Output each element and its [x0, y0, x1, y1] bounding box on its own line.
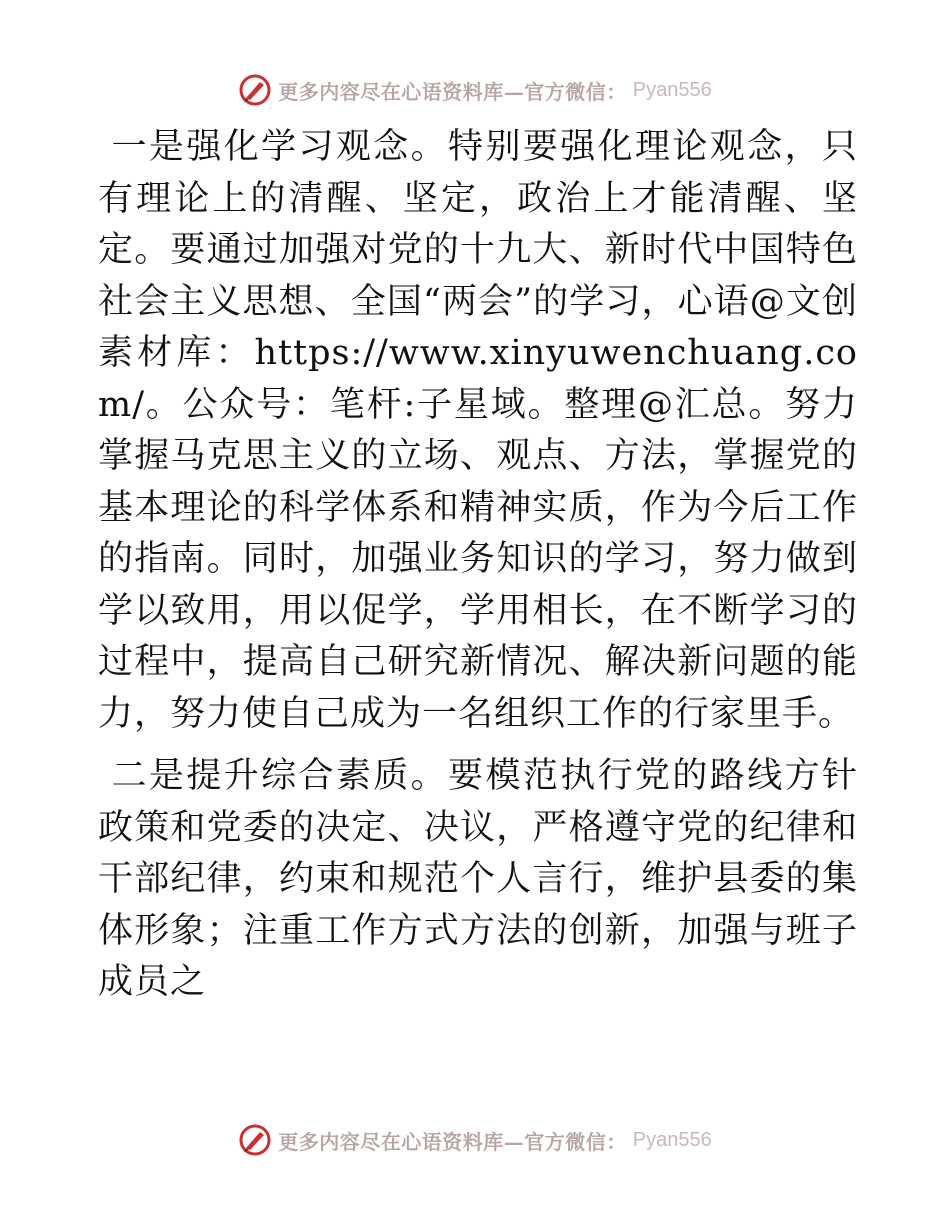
footer-watermark: [0, 1120, 950, 1160]
header-watermark: [0, 70, 950, 110]
watermark-account: Pyan556: [632, 78, 712, 101]
document-body: [98, 122, 858, 1009]
paragraph-study-concept: 一是强化学习观念。特别要强化理论观念，只有理论上的清醒、坚定，政治上才能清醒、坚定。要通过加强对党的十九大、新时代中国特色社会主义思想、全国“两会”的学习，心语@文创素材库：https://www.xinyuwenchuang.com/。公众号：笔杆:子星域。整理@汇总。努力掌握马克思主义的立场、观点、方法，掌握党的基本理论的科学体系和精神实质，作为今后工作的指南。同时，加强业务知识的学习，努力做到学以致用，用以促学，学用相长，在不断学习的过程中，提高自己研究新情况、解决新问题的能力，努力使自己成为一名组织工作的行家里手。: [98, 127, 858, 734]
watermark-text: 更多内容尽在心语资料库—官方微信：: [278, 79, 627, 104]
watermark-account: Pyan556: [632, 1128, 712, 1151]
paragraph-overall-quality: 二是提升综合素质。要模范执行党的路线方针政策和党委的决定、决议，严格遵守党的纪律和干部纪律，约束和规范个人言行，维护县委的集体形象；注重工作方式方法的创新，加强与班子成员之: [98, 756, 858, 1002]
watermark-text: 更多内容尽在心语资料库—官方微信：: [278, 1129, 627, 1154]
watermark-logo-icon: [238, 73, 272, 107]
watermark-logo-icon: [238, 1123, 272, 1157]
